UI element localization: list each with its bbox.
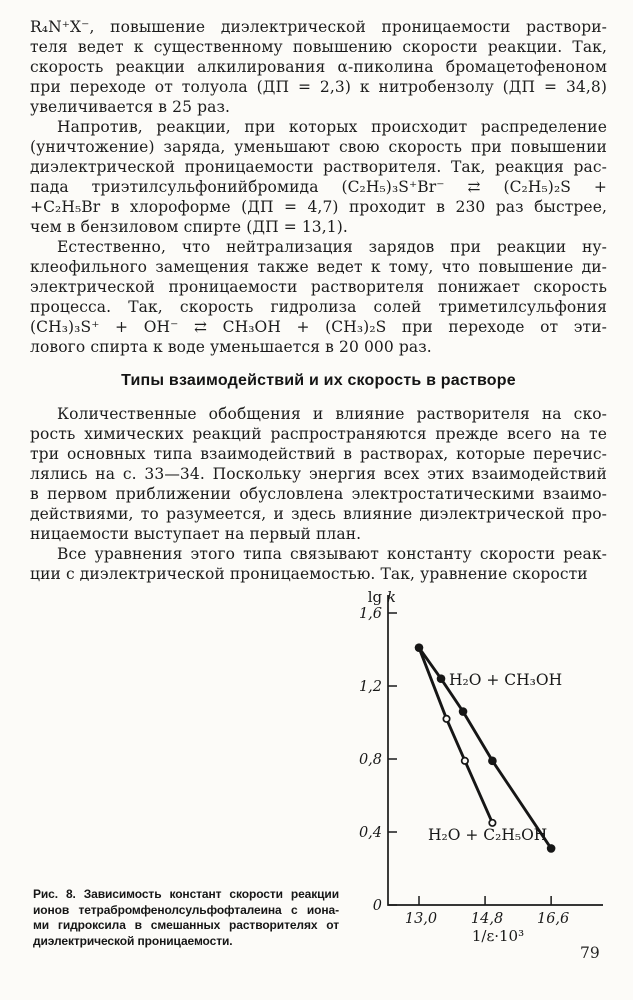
text-line: скорость реакции алкилирования α-пиколина бромацетофеноном	[30, 58, 607, 76]
y-tick-label: 0,4	[358, 825, 382, 841]
text-line: лялись на с. 33—34. Поскольку энергия всех этих взаимодействий	[30, 465, 607, 483]
data-point-marker	[459, 707, 468, 716]
y-tick-label: 1,2	[358, 679, 382, 695]
text-line: ции с диэлектрической проницаемостью. Так, уравнение скорости	[30, 565, 588, 583]
x-tick-label: 13,0	[404, 911, 438, 927]
paragraph	[30, 237, 607, 357]
data-point-marker	[488, 757, 497, 766]
text-line: (CH₃)₃S⁺ + OH⁻ ⇄ CH₃OH + (CH₃)₂S при переходе от эти-	[30, 318, 607, 336]
text-line: Все уравнения этого типа связывают константу скорости реак-	[57, 545, 607, 563]
paragraph	[30, 544, 607, 584]
text-line: увеличивается в 25 раз.	[30, 98, 231, 116]
text-line: три основных типа взаимодействий в растворах, которые перечис-	[30, 445, 607, 463]
text-line: клеофильного замещения также ведет к тому, что повышение ди-	[30, 258, 607, 276]
text-line: теля ведет к существенному повышению скорости реакции. Так,	[30, 38, 607, 56]
paragraph	[30, 17, 607, 117]
y-tick-label: 0,8	[358, 752, 382, 768]
text-line: R₄N⁺X⁻, повышение диэлектрической проницаемости раствори-	[30, 18, 607, 36]
text-line: диэлектрической проницаемости растворителя. Так, реакция рас-	[30, 158, 607, 176]
text-line: чем в бензиловом спирте (ДП = 13,1).	[30, 218, 348, 236]
series-label: H₂O + CH₃OH	[449, 671, 563, 689]
paragraph	[30, 404, 607, 544]
y-tick-label: 1,6	[358, 606, 382, 622]
figure-8-chart	[322, 582, 630, 957]
data-point-marker	[437, 674, 446, 683]
text-line: процесса. Так, скорость гидролиза солей триметилсульфония	[30, 298, 607, 316]
text-line: при переходе от толуола (ДП = 2,3) к нитробензолу (ДП = 34,8)	[30, 78, 607, 96]
data-point-marker	[547, 844, 556, 853]
text-line: электрической проницаемости растворителя понижает скорость	[30, 278, 607, 296]
x-tick-label: 16,6	[536, 911, 570, 927]
caption-line: ми гидроксила в смешанных растворителях от	[33, 918, 339, 932]
body-text	[30, 17, 607, 584]
text-line: рость химических реакций распространяются прежде всего на те	[30, 425, 607, 443]
y-tick-label: 0	[372, 898, 382, 914]
text-line: действиями, то разумеется, и здесь влияние диэлектрической про-	[30, 505, 607, 523]
caption-line: диэлектрической проницаемости.	[33, 933, 233, 948]
y-axis-title: lg k	[367, 588, 396, 606]
caption-line: Рис. 8. Зависимость констант скорости реакции	[33, 887, 339, 901]
figure-8-caption	[33, 887, 339, 949]
caption-line: ионов тетрабромфенолсульфофталеина с иона-	[33, 902, 339, 917]
series-label: H₂O + C₂H₅OH	[428, 826, 548, 844]
text-line: лового спирта к воде уменьшается в 20 000 раз.	[30, 338, 432, 356]
text-line: +C₂H₅Br в хлороформе (ДП = 4,7) проходит в 230 раз быстрее,	[30, 198, 607, 216]
data-point-marker	[443, 716, 449, 722]
line-chart	[322, 582, 630, 957]
text-line: (уничтожение) заряда, уменьшают свою скорость при повышении	[30, 138, 607, 156]
text-line: Напротив, реакции, при которых происходит распределение	[57, 118, 607, 136]
text-line: пада триэтилсульфонийбромида (C₂H₅)₃S⁺Br⁻ ⇄ (C₂H₅)₂S +	[30, 178, 607, 196]
section-heading: Типы взаимодействий и их скорость в растворе	[121, 372, 516, 389]
axes	[388, 595, 603, 905]
data-point-marker	[462, 758, 468, 764]
page-number: 79	[580, 944, 600, 962]
data-point-marker	[415, 643, 424, 652]
text-line: ницаемости выступает на первый план.	[30, 525, 362, 543]
paragraph	[30, 117, 607, 237]
text-line: Количественные обобщения и влияние растворителя на ско-	[57, 405, 607, 423]
text-line: Естественно, что нейтрализация зарядов при реакции ну-	[57, 238, 607, 256]
x-tick-label: 14,8	[470, 911, 504, 927]
x-axis-title: 1/ε·10³	[471, 927, 525, 945]
text-line: в первом приближении обусловлена электростатическими взаимо-	[30, 485, 607, 503]
